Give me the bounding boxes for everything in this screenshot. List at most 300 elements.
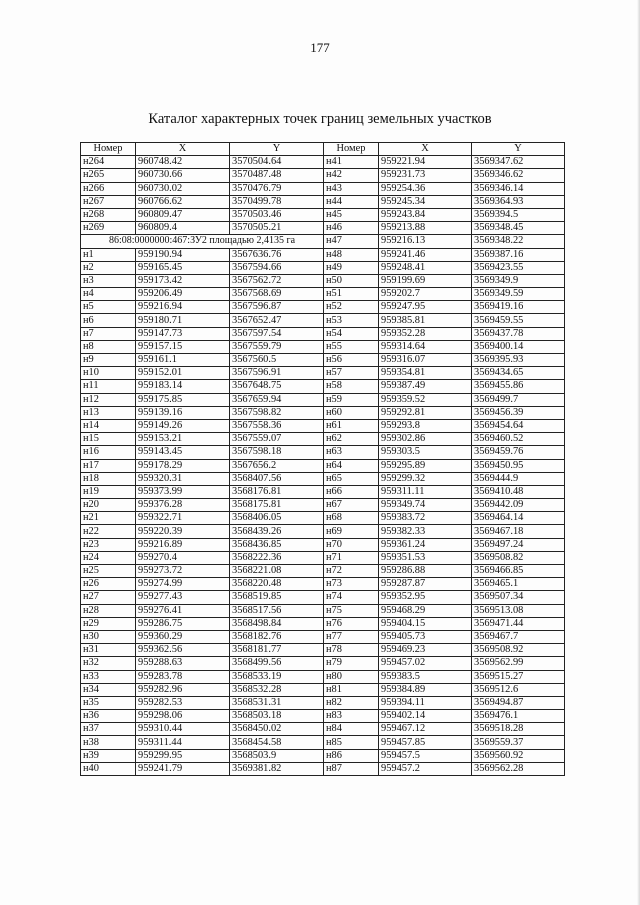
y-coordinate: 3569410.48 xyxy=(472,485,565,498)
point-number: н26 xyxy=(81,578,136,591)
point-number: н86 xyxy=(324,749,379,762)
y-coordinate: 3568407.56 xyxy=(230,472,324,485)
point-number: н64 xyxy=(324,459,379,472)
point-number: н60 xyxy=(324,406,379,419)
x-coordinate: 959404.15 xyxy=(379,617,472,630)
point-number: н46 xyxy=(324,222,379,235)
x-coordinate: 959274.99 xyxy=(136,578,230,591)
x-coordinate: 960730.66 xyxy=(136,169,230,182)
y-coordinate: 3567597.54 xyxy=(230,327,324,340)
x-coordinate: 959216.13 xyxy=(379,235,472,248)
point-number: н85 xyxy=(324,736,379,749)
point-number: н71 xyxy=(324,551,379,564)
x-coordinate: 959282.53 xyxy=(136,696,230,709)
point-number: н27 xyxy=(81,591,136,604)
y-coordinate: 3569459.76 xyxy=(472,446,565,459)
y-coordinate: 3569346.62 xyxy=(472,169,565,182)
point-number: н2 xyxy=(81,261,136,274)
x-coordinate: 959385.81 xyxy=(379,314,472,327)
y-coordinate: 3569559.37 xyxy=(472,736,565,749)
x-coordinate: 959231.73 xyxy=(379,169,472,182)
table-row xyxy=(81,261,565,274)
header-y-right: Y xyxy=(472,143,565,156)
y-coordinate: 3569467.7 xyxy=(472,630,565,643)
point-number: н59 xyxy=(324,393,379,406)
y-coordinate: 3568450.02 xyxy=(230,723,324,736)
x-coordinate: 960730.02 xyxy=(136,182,230,195)
y-coordinate: 3570487.48 xyxy=(230,169,324,182)
point-number: н68 xyxy=(324,512,379,525)
table-row xyxy=(81,630,565,643)
x-coordinate: 959467.12 xyxy=(379,723,472,736)
table-row xyxy=(81,762,565,775)
y-coordinate: 3569518.28 xyxy=(472,723,565,736)
y-coordinate: 3569459.55 xyxy=(472,314,565,327)
header-x-left: X xyxy=(136,143,230,156)
x-coordinate: 959147.73 xyxy=(136,327,230,340)
table-row xyxy=(81,578,565,591)
y-coordinate: 3567562.72 xyxy=(230,274,324,287)
point-number: н38 xyxy=(81,736,136,749)
point-number: н37 xyxy=(81,723,136,736)
y-coordinate: 3569455.86 xyxy=(472,380,565,393)
table-row xyxy=(81,472,565,485)
point-number: н10 xyxy=(81,367,136,380)
y-coordinate: 3569456.39 xyxy=(472,406,565,419)
y-coordinate: 3569394.5 xyxy=(472,208,565,221)
point-number: н24 xyxy=(81,551,136,564)
x-coordinate: 959383.5 xyxy=(379,670,472,683)
x-coordinate: 959299.32 xyxy=(379,472,472,485)
x-coordinate: 959216.94 xyxy=(136,301,230,314)
point-number: н264 xyxy=(81,156,136,169)
x-coordinate: 959220.39 xyxy=(136,525,230,538)
x-coordinate: 959157.15 xyxy=(136,340,230,353)
y-coordinate: 3569466.85 xyxy=(472,565,565,578)
table-row xyxy=(81,248,565,261)
x-coordinate: 959322.71 xyxy=(136,512,230,525)
y-coordinate: 3568181.77 xyxy=(230,644,324,657)
point-number: н14 xyxy=(81,419,136,432)
y-coordinate: 3567652.47 xyxy=(230,314,324,327)
table-row xyxy=(81,459,565,472)
coordinates-table xyxy=(80,142,565,776)
y-coordinate: 3569437.78 xyxy=(472,327,565,340)
y-coordinate: 3570499.78 xyxy=(230,195,324,208)
table-header-row xyxy=(81,143,565,156)
table-row xyxy=(81,301,565,314)
point-number: н62 xyxy=(324,433,379,446)
y-coordinate: 3568222.36 xyxy=(230,551,324,564)
point-number: н47 xyxy=(324,235,379,248)
point-number: н48 xyxy=(324,248,379,261)
y-coordinate: 3569464.14 xyxy=(472,512,565,525)
table-row xyxy=(81,156,565,169)
y-coordinate: 3569512.6 xyxy=(472,683,565,696)
x-coordinate: 959283.78 xyxy=(136,670,230,683)
y-coordinate: 3569507.34 xyxy=(472,591,565,604)
table-row xyxy=(81,512,565,525)
point-number: н4 xyxy=(81,288,136,301)
y-coordinate: 3568531.31 xyxy=(230,696,324,709)
y-coordinate: 3568175.81 xyxy=(230,499,324,512)
x-coordinate: 959282.96 xyxy=(136,683,230,696)
x-coordinate: 959149.26 xyxy=(136,419,230,432)
point-number: н23 xyxy=(81,538,136,551)
point-number: н16 xyxy=(81,446,136,459)
point-number: н17 xyxy=(81,459,136,472)
point-number: н78 xyxy=(324,644,379,657)
x-coordinate: 959362.56 xyxy=(136,644,230,657)
point-number: н39 xyxy=(81,749,136,762)
y-coordinate: 3567568.69 xyxy=(230,288,324,301)
x-coordinate: 959241.79 xyxy=(136,762,230,775)
x-coordinate: 959165.45 xyxy=(136,261,230,274)
x-coordinate: 959354.81 xyxy=(379,367,472,380)
point-number: н5 xyxy=(81,301,136,314)
x-coordinate: 959143.45 xyxy=(136,446,230,459)
y-coordinate: 3569460.52 xyxy=(472,433,565,446)
parcel-area-note: 86:08:0000000:467:ЗУ2 площадью 2,4135 га xyxy=(81,235,324,248)
y-coordinate: 3569494.87 xyxy=(472,696,565,709)
x-coordinate: 959361.24 xyxy=(379,538,472,551)
y-coordinate: 3567594.66 xyxy=(230,261,324,274)
point-number: н18 xyxy=(81,472,136,485)
x-coordinate: 959273.72 xyxy=(136,565,230,578)
x-coordinate: 959139.16 xyxy=(136,406,230,419)
point-number: н77 xyxy=(324,630,379,643)
y-coordinate: 3567659.94 xyxy=(230,393,324,406)
x-coordinate: 959298.06 xyxy=(136,710,230,723)
point-number: н81 xyxy=(324,683,379,696)
x-coordinate: 960809.4 xyxy=(136,222,230,235)
x-coordinate: 959311.44 xyxy=(136,736,230,749)
point-number: н69 xyxy=(324,525,379,538)
x-coordinate: 959360.29 xyxy=(136,630,230,643)
y-coordinate: 3568436.85 xyxy=(230,538,324,551)
y-coordinate: 3569562.28 xyxy=(472,762,565,775)
y-coordinate: 3569381.82 xyxy=(230,762,324,775)
point-number: н51 xyxy=(324,288,379,301)
y-coordinate: 3570504.64 xyxy=(230,156,324,169)
x-coordinate: 959457.5 xyxy=(379,749,472,762)
y-coordinate: 3568176.81 xyxy=(230,485,324,498)
point-number: н49 xyxy=(324,261,379,274)
point-number: н25 xyxy=(81,565,136,578)
point-number: н30 xyxy=(81,630,136,643)
point-number: н74 xyxy=(324,591,379,604)
y-coordinate: 3567648.75 xyxy=(230,380,324,393)
y-coordinate: 3569423.55 xyxy=(472,261,565,274)
x-coordinate: 959402.14 xyxy=(379,710,472,723)
y-coordinate: 3569442.09 xyxy=(472,499,565,512)
y-coordinate: 3569364.93 xyxy=(472,195,565,208)
table-row xyxy=(81,314,565,327)
table-row xyxy=(81,354,565,367)
y-coordinate: 3570476.79 xyxy=(230,182,324,195)
point-number: н13 xyxy=(81,406,136,419)
x-coordinate: 959457.02 xyxy=(379,657,472,670)
y-coordinate: 3569497.24 xyxy=(472,538,565,551)
x-coordinate: 959320.31 xyxy=(136,472,230,485)
table-row xyxy=(81,367,565,380)
point-number: н28 xyxy=(81,604,136,617)
x-coordinate: 959245.34 xyxy=(379,195,472,208)
x-coordinate: 960748.42 xyxy=(136,156,230,169)
table-row xyxy=(81,565,565,578)
point-number: н29 xyxy=(81,617,136,630)
x-coordinate: 959286.88 xyxy=(379,565,472,578)
point-number: н40 xyxy=(81,762,136,775)
x-coordinate: 959311.11 xyxy=(379,485,472,498)
x-coordinate: 959277.43 xyxy=(136,591,230,604)
document-title: Каталог характерных точек границ земельных участков xyxy=(148,111,492,127)
x-coordinate: 959387.49 xyxy=(379,380,472,393)
x-coordinate: 959310.44 xyxy=(136,723,230,736)
point-number: н56 xyxy=(324,354,379,367)
x-coordinate: 959161.1 xyxy=(136,354,230,367)
x-coordinate: 959216.89 xyxy=(136,538,230,551)
point-number: н9 xyxy=(81,354,136,367)
x-coordinate: 959383.72 xyxy=(379,512,472,525)
point-number: н11 xyxy=(81,380,136,393)
point-number: н73 xyxy=(324,578,379,591)
table-row xyxy=(81,235,565,248)
y-coordinate: 3569467.18 xyxy=(472,525,565,538)
x-coordinate: 959180.71 xyxy=(136,314,230,327)
point-number: н35 xyxy=(81,696,136,709)
x-coordinate: 960809.47 xyxy=(136,208,230,221)
point-number: н266 xyxy=(81,182,136,195)
x-coordinate: 959293.8 xyxy=(379,419,472,432)
point-number: н80 xyxy=(324,670,379,683)
point-number: н267 xyxy=(81,195,136,208)
x-coordinate: 959153.21 xyxy=(136,433,230,446)
y-coordinate: 3568220.48 xyxy=(230,578,324,591)
x-coordinate: 959405.73 xyxy=(379,630,472,643)
x-coordinate: 960766.62 xyxy=(136,195,230,208)
table-row xyxy=(81,723,565,736)
y-coordinate: 3570505.21 xyxy=(230,222,324,235)
table-row xyxy=(81,182,565,195)
x-coordinate: 959373.99 xyxy=(136,485,230,498)
point-number: н45 xyxy=(324,208,379,221)
point-number: н3 xyxy=(81,274,136,287)
point-number: н6 xyxy=(81,314,136,327)
table-row xyxy=(81,683,565,696)
x-coordinate: 959247.95 xyxy=(379,301,472,314)
x-coordinate: 959302.86 xyxy=(379,433,472,446)
y-coordinate: 3569434.65 xyxy=(472,367,565,380)
point-number: н61 xyxy=(324,419,379,432)
table-row xyxy=(81,736,565,749)
y-coordinate: 3568519.85 xyxy=(230,591,324,604)
point-number: н72 xyxy=(324,565,379,578)
table-row xyxy=(81,657,565,670)
x-coordinate: 959394.11 xyxy=(379,696,472,709)
y-coordinate: 3567559.79 xyxy=(230,340,324,353)
header-number-left: Номер xyxy=(81,143,136,156)
x-coordinate: 959376.28 xyxy=(136,499,230,512)
x-coordinate: 959241.46 xyxy=(379,248,472,261)
point-number: н75 xyxy=(324,604,379,617)
y-coordinate: 3568182.76 xyxy=(230,630,324,643)
x-coordinate: 959287.87 xyxy=(379,578,472,591)
y-coordinate: 3569560.92 xyxy=(472,749,565,762)
point-number: н20 xyxy=(81,499,136,512)
y-coordinate: 3568406.05 xyxy=(230,512,324,525)
point-number: н265 xyxy=(81,169,136,182)
point-number: н87 xyxy=(324,762,379,775)
x-coordinate: 959178.29 xyxy=(136,459,230,472)
table-row xyxy=(81,406,565,419)
header-y-left: Y xyxy=(230,143,324,156)
header-number-right: Номер xyxy=(324,143,379,156)
x-coordinate: 959286.75 xyxy=(136,617,230,630)
x-coordinate: 959295.89 xyxy=(379,459,472,472)
y-coordinate: 3568503.9 xyxy=(230,749,324,762)
y-coordinate: 3569465.1 xyxy=(472,578,565,591)
y-coordinate: 3569444.9 xyxy=(472,472,565,485)
x-coordinate: 959468.29 xyxy=(379,604,472,617)
table-row xyxy=(81,393,565,406)
x-coordinate: 959352.95 xyxy=(379,591,472,604)
table-row xyxy=(81,380,565,393)
point-number: н79 xyxy=(324,657,379,670)
table-row xyxy=(81,340,565,353)
point-number: н12 xyxy=(81,393,136,406)
x-coordinate: 959202.7 xyxy=(379,288,472,301)
table-row xyxy=(81,327,565,340)
table-row xyxy=(81,604,565,617)
y-coordinate: 3568499.56 xyxy=(230,657,324,670)
point-number: н52 xyxy=(324,301,379,314)
x-coordinate: 959382.33 xyxy=(379,525,472,538)
x-coordinate: 959270.4 xyxy=(136,551,230,564)
y-coordinate: 3569387.16 xyxy=(472,248,565,261)
table-row xyxy=(81,222,565,235)
table-row xyxy=(81,591,565,604)
y-coordinate: 3569476.1 xyxy=(472,710,565,723)
table-row xyxy=(81,433,565,446)
table-row xyxy=(81,169,565,182)
point-number: н70 xyxy=(324,538,379,551)
y-coordinate: 3569513.08 xyxy=(472,604,565,617)
y-coordinate: 3569471.44 xyxy=(472,617,565,630)
point-number: н8 xyxy=(81,340,136,353)
header-x-right: X xyxy=(379,143,472,156)
x-coordinate: 959457.2 xyxy=(379,762,472,775)
x-coordinate: 959359.52 xyxy=(379,393,472,406)
table-row xyxy=(81,696,565,709)
y-coordinate: 3568532.28 xyxy=(230,683,324,696)
x-coordinate: 959316.07 xyxy=(379,354,472,367)
y-coordinate: 3569419.16 xyxy=(472,301,565,314)
x-coordinate: 959199.69 xyxy=(379,274,472,287)
point-number: н19 xyxy=(81,485,136,498)
y-coordinate: 3567636.76 xyxy=(230,248,324,261)
table-row xyxy=(81,208,565,221)
point-number: н41 xyxy=(324,156,379,169)
y-coordinate: 3569454.64 xyxy=(472,419,565,432)
point-number: н36 xyxy=(81,710,136,723)
point-number: н82 xyxy=(324,696,379,709)
x-coordinate: 959173.42 xyxy=(136,274,230,287)
table-row xyxy=(81,288,565,301)
table-row xyxy=(81,551,565,564)
y-coordinate: 3567558.36 xyxy=(230,419,324,432)
y-coordinate: 3568533.19 xyxy=(230,670,324,683)
point-number: н42 xyxy=(324,169,379,182)
x-coordinate: 959352.28 xyxy=(379,327,472,340)
x-coordinate: 959243.84 xyxy=(379,208,472,221)
table-row xyxy=(81,274,565,287)
point-number: н22 xyxy=(81,525,136,538)
point-number: н15 xyxy=(81,433,136,446)
table-row xyxy=(81,617,565,630)
page-number: 177 xyxy=(310,40,330,55)
y-coordinate: 3568439.26 xyxy=(230,525,324,538)
y-coordinate: 3569508.92 xyxy=(472,644,565,657)
y-coordinate: 3569562.99 xyxy=(472,657,565,670)
point-number: н1 xyxy=(81,248,136,261)
table-row xyxy=(81,446,565,459)
point-number: н63 xyxy=(324,446,379,459)
y-coordinate: 3567559.07 xyxy=(230,433,324,446)
x-coordinate: 959288.63 xyxy=(136,657,230,670)
y-coordinate: 3568517.56 xyxy=(230,604,324,617)
point-number: н67 xyxy=(324,499,379,512)
y-coordinate: 3568454.58 xyxy=(230,736,324,749)
x-coordinate: 959349.74 xyxy=(379,499,472,512)
y-coordinate: 3567560.5 xyxy=(230,354,324,367)
y-coordinate: 3567598.18 xyxy=(230,446,324,459)
y-coordinate: 3569346.14 xyxy=(472,182,565,195)
point-number: н55 xyxy=(324,340,379,353)
y-coordinate: 3568221.08 xyxy=(230,565,324,578)
x-coordinate: 959254.36 xyxy=(379,182,472,195)
x-coordinate: 959213.88 xyxy=(379,222,472,235)
y-coordinate: 3567656.2 xyxy=(230,459,324,472)
y-coordinate: 3569450.95 xyxy=(472,459,565,472)
x-coordinate: 959292.81 xyxy=(379,406,472,419)
y-coordinate: 3569349.9 xyxy=(472,274,565,287)
point-number: н34 xyxy=(81,683,136,696)
y-coordinate: 3567598.82 xyxy=(230,406,324,419)
table-row xyxy=(81,195,565,208)
y-coordinate: 3569499.7 xyxy=(472,393,565,406)
point-number: н58 xyxy=(324,380,379,393)
y-coordinate: 3569508.82 xyxy=(472,551,565,564)
point-number: н269 xyxy=(81,222,136,235)
table-row xyxy=(81,499,565,512)
x-coordinate: 959190.94 xyxy=(136,248,230,261)
y-coordinate: 3569395.93 xyxy=(472,354,565,367)
point-number: н44 xyxy=(324,195,379,208)
x-coordinate: 959183.14 xyxy=(136,380,230,393)
y-coordinate: 3569400.14 xyxy=(472,340,565,353)
y-coordinate: 3569348.22 xyxy=(472,235,565,248)
y-coordinate: 3569515.27 xyxy=(472,670,565,683)
table-body xyxy=(81,156,565,776)
x-coordinate: 959314.64 xyxy=(379,340,472,353)
x-coordinate: 959384.89 xyxy=(379,683,472,696)
y-coordinate: 3569348.45 xyxy=(472,222,565,235)
table-row xyxy=(81,538,565,551)
point-number: н54 xyxy=(324,327,379,340)
table-row xyxy=(81,749,565,762)
x-coordinate: 959206.49 xyxy=(136,288,230,301)
